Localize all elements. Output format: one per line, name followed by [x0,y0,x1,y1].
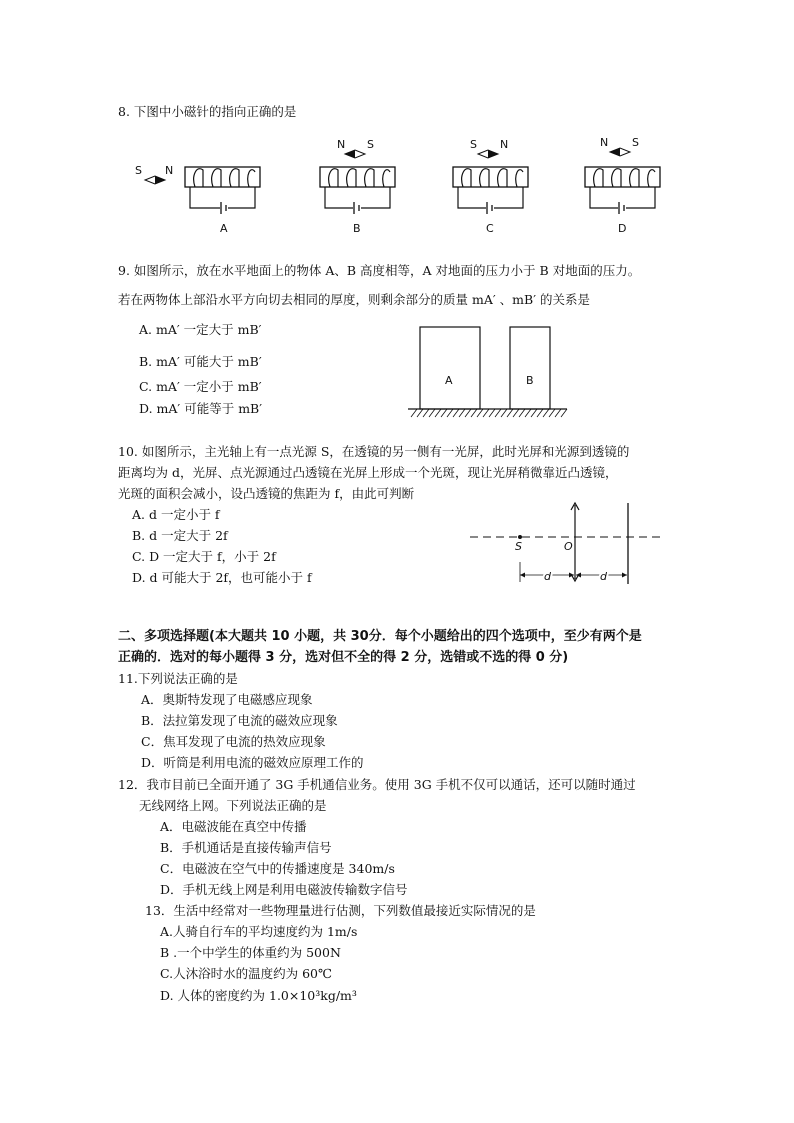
q13-option-d: D. 人体的密度约为 1.0×10³kg/m³ [160,988,357,1003]
q10-stem-line1: 10. 如图所示，主光轴上有一点光源 S，在透镜的另一侧有一光屏，此时光屏和光源到透镜的 [118,444,630,459]
q8-d-right-pole: S [632,136,639,149]
q8-diagram-c [448,130,538,240]
q8-c-label: C [486,222,494,235]
q12-stem-line2: 无线网络上网。下列说法正确的是 [139,798,327,813]
q9-option-c: C. mA′ 一定小于 mB′ [139,379,262,394]
q8-diagram-d [580,130,670,240]
q12-stem-line1: 12．我市目前已全面开通了 3G 手机通信业务。使用 3G 手机不仅可以通话，还可以随时通过 [118,777,636,792]
q11-option-b: B．法拉第发现了电流的磁效应现象 [141,713,338,728]
q12-option-d: D．手机无线上网是利用电磁波传输数字信号 [160,882,408,897]
q8-c-left-pole: S [470,138,477,151]
q13-stem: 13．生活中经常对一些物理量进行估测，下列数值最接近实际情况的是 [145,903,536,918]
block-b [510,327,550,409]
section2-heading-line1: 二、多项选择题(本大题共 10 小题，共 30分．每个小题给出的四个选项中，至少有两个是 [118,629,642,644]
q9-stem-line1: 9. 如图所示，放在水平地面上的物体 A、B 高度相等，A 对地面的压力小于 B 对地面的压力。 [118,263,641,278]
q10-option-d: D. d 可能大于 2f，也可能小于 f [132,570,312,585]
q8-d-left-pole: N [600,136,609,149]
q9-blocks-diagram [405,322,570,422]
battery-icon [619,202,624,214]
label-s: S [515,540,522,553]
q13-option-c: C.人沐浴时水的温度约为 60℃ [160,966,332,981]
q12-option-b: B．手机通话是直接传输声信号 [160,840,332,855]
point-source [518,535,522,539]
q11-option-d: D．听筒是利用电流的磁效应原理工作的 [141,755,364,770]
block-a [420,327,480,409]
label-o: O [564,540,573,553]
q8-a-left-pole: S [135,164,142,177]
q8-stem: 8. 下图中小磁针的指向正确的是 [118,104,297,119]
section2-heading-line2: 正确的．选对的每小题得 3 分，选对但不全的得 2 分，选错或不选的得 0 分) [118,650,569,665]
block-a-label: A [445,374,453,387]
q10-option-b: B. d 一定大于 2f [132,528,228,543]
q13-option-b: B .一个中学生的体重约为 500N [160,945,341,960]
block-b-label: B [526,374,534,387]
q11-option-c: C．焦耳发现了电流的热效应现象 [141,734,326,749]
q9-option-b: B. mA′ 可能大于 mB′ [139,354,262,369]
q8-b-label: B [353,222,361,235]
q9-option-d: D. mA′ 可能等于 mB′ [139,401,263,416]
q10-lens-diagram [468,500,663,590]
q8-a-right-pole: N [165,164,174,177]
q8-c-right-pole: N [500,138,509,151]
q10-option-a: A. d 一定小于 f [132,507,220,522]
q8-a-label: A [220,222,228,235]
q8-diagram-a [125,140,275,240]
q10-stem-line3: 光斑的面积会减小，设凸透镜的焦距为 f，由此可判断 [118,486,415,501]
q12-option-c: C．电磁波在空气中的传播速度是 340m/s [160,861,395,876]
battery-icon [487,202,492,214]
q12-option-a: A．电磁波能在真空中传播 [160,819,307,834]
label-d1: d [544,570,551,583]
q11-option-a: A．奥斯特发现了电磁感应现象 [141,692,313,707]
ground-hatch [411,409,567,417]
q9-stem-line2: 若在两物体上部沿水平方向切去相同的厚度，则剩余部分的质量 mA′ 、mB′ 的关系是 [118,292,591,307]
q11-stem: 11.下列说法正确的是 [118,671,238,686]
q8-b-right-pole: S [367,138,374,151]
battery-icon [354,202,359,214]
q8-diagram-b [315,130,405,240]
q10-option-c: C. D 一定大于 f，小于 2f [132,549,276,564]
battery-icon [221,202,226,214]
q10-stem-line2: 距离均为 d，光屏、点光源通过凸透镜在光屏上形成一个光斑，现让光屏稍微靠近凸透镜， [118,465,618,480]
q9-option-a: A. mA′ 一定大于 mB′ [139,322,262,337]
q13-option-a: A.人骑自行车的平均速度约为 1m/s [160,924,358,939]
label-d2: d [600,570,607,583]
q8-d-label: D [618,222,627,235]
q8-b-left-pole: N [337,138,346,151]
